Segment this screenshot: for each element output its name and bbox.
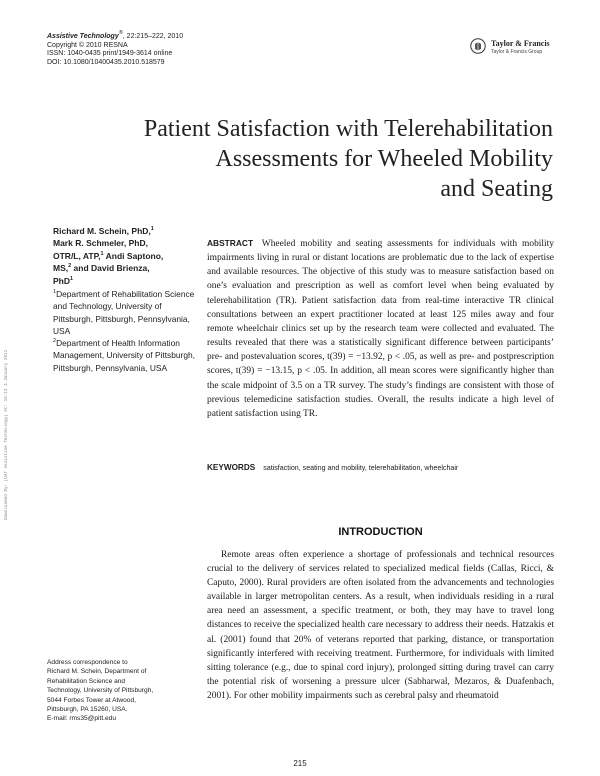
affil-marker: 1 (100, 250, 104, 257)
abstract (207, 236, 554, 421)
journal-name: Assistive Technology (47, 33, 119, 40)
title-line-3: and Seating (440, 176, 553, 202)
issn: ISSN: 1040-0435 print/1949-3614 online (47, 50, 173, 58)
section-heading-introduction: INTRODUCTION (338, 526, 423, 538)
affil-marker: 1 (53, 289, 57, 295)
author-brienza: and David Brienza, (71, 263, 150, 274)
copyright: Copyright © 2010 RESNA (47, 41, 128, 49)
author-saptono: Andi Saptono, (103, 250, 164, 261)
affil-marker: 1 (70, 275, 74, 282)
affiliations (53, 288, 198, 374)
taylor-francis-logo-icon (470, 38, 486, 54)
doi: DOI: 10.1080/10400435.2010.518579 (47, 58, 165, 66)
address-email: E-mail: rms35@pitt.edu (47, 715, 116, 723)
address-line: 5044 Forbes Tower at Atwood, (47, 696, 136, 704)
address-line: Rehabilitation Science and (47, 677, 126, 685)
correspondence-address (47, 658, 192, 724)
journal-header (47, 30, 184, 67)
registered-mark: ® (118, 30, 123, 36)
page-number: 215 (293, 759, 307, 768)
address-line: Richard M. Schein, Department of (47, 668, 147, 676)
affil-marker: 2 (53, 338, 57, 345)
affil-marker: 2 (68, 263, 72, 270)
journal-citation (47, 30, 184, 42)
address-line: Address correspondence to (47, 659, 128, 666)
abstract-label: ABSTRACT (207, 238, 254, 248)
abstract-text: Wheeled mobility and seating assessments for individuals with mobility impairments living in rural or distant locations are problematic due to the lack of expertise and available resources. The objective of this study was to measure satisfaction based on one’s evaluation and prescription as well as comfort level when being evaluated by telerehabilitation (TR). Patient satisfaction data from real-time interactive TR clinical consultations between an expert practitioner located at least 125 miles away and four remote wheelchair clinics set up by the research team were collected and evaluated. The results revealed that there was a statistically significant difference between participants’ pre- and postevaluation scores, t(39) = −13.92, p < .05, as well as pre- and postprescription scores, t(39) = −13.15, p < .05. In addition, all mean scores were significantly higher than the scale midpoint of 3.5 on a TR survey. The study’s findings are consistent with those of previous telemedicine satisfaction studies. Overall, the results indicate a high level of patient satisfaction using TR. (207, 239, 554, 419)
keywords-text: satisfaction, seating and mobility, telerehabilitation, wheelchair (263, 464, 459, 472)
publisher-logo (470, 36, 560, 60)
keywords (207, 463, 554, 472)
download-notice: Downloaded By: [UAT Assistive Technology] At: 15:13 4 January 2011 (4, 349, 9, 520)
affiliation-1-text: Department of Rehabilitation Science and Technology, University of Pittsburgh, Pittsburgh, Pennsylvania, USA (53, 289, 195, 336)
author-brienza-cred: PhD (53, 275, 70, 286)
publisher-name: Taylor & Francis (491, 39, 550, 48)
affiliation-1 (53, 288, 198, 337)
keywords-label: KEYWORDS (207, 463, 256, 472)
author-schein: Richard M. Schein, PhD, (53, 226, 151, 236)
address-line: Technology, University of Pittsburgh, (47, 687, 154, 695)
affil-marker: 1 (150, 226, 154, 232)
introduction-paragraph: Remote areas often experience a shortage of professionals and technical resources crucial to the delivery of services related to specialized medical fields (Callas, Ricci, & Caputo, 2000). Rural providers are often isolated from the advancements and technologies available in larger metropolitan centers. As a result, when individuals residing in a rural area need an assessment, a specific treatment, or both, they may have to travel long distances to receive the specialized health care necessary to address their needs. Hatzakis et al. (2001) found that 20% of veterans reported that parking, distance, or transportation significantly interfered with receiving treatment. Furthermore, for individuals with limited sitting tolerance (e.g., due to spinal cord injury), prolonged sitting during travel can carry the potential risk of worsening a pressure ulcer (Sabharwal, Mezaros, & Duafenbach, 2001). For other mobility impairments such as cerebral palsy and rheumatoid (207, 550, 554, 701)
author-schmeler-cred: OTR/L, ATP, (53, 250, 101, 261)
title-line-2: Assessments for Wheeled Mobility (215, 146, 553, 172)
address-line: Pittsburgh, PA 15260, USA. (47, 706, 128, 714)
author-schmeler: Mark R. Schmeler, PhD, (53, 238, 148, 249)
publisher-group: Taylor & Francis Group (491, 49, 543, 55)
author-list (53, 225, 198, 287)
author-saptono-cred: MS, (53, 263, 69, 274)
citation-text: , 22:215–222, 2010 (122, 33, 184, 40)
title-line-1: Patient Satisfaction with Telerehabilitation (143, 116, 553, 142)
affiliation-2 (53, 337, 198, 374)
affiliation-2-text: Department of Health Information Management, University of Pittsburgh, Pittsburgh, Pennsylvania, USA (53, 338, 195, 373)
article-title (53, 114, 553, 204)
